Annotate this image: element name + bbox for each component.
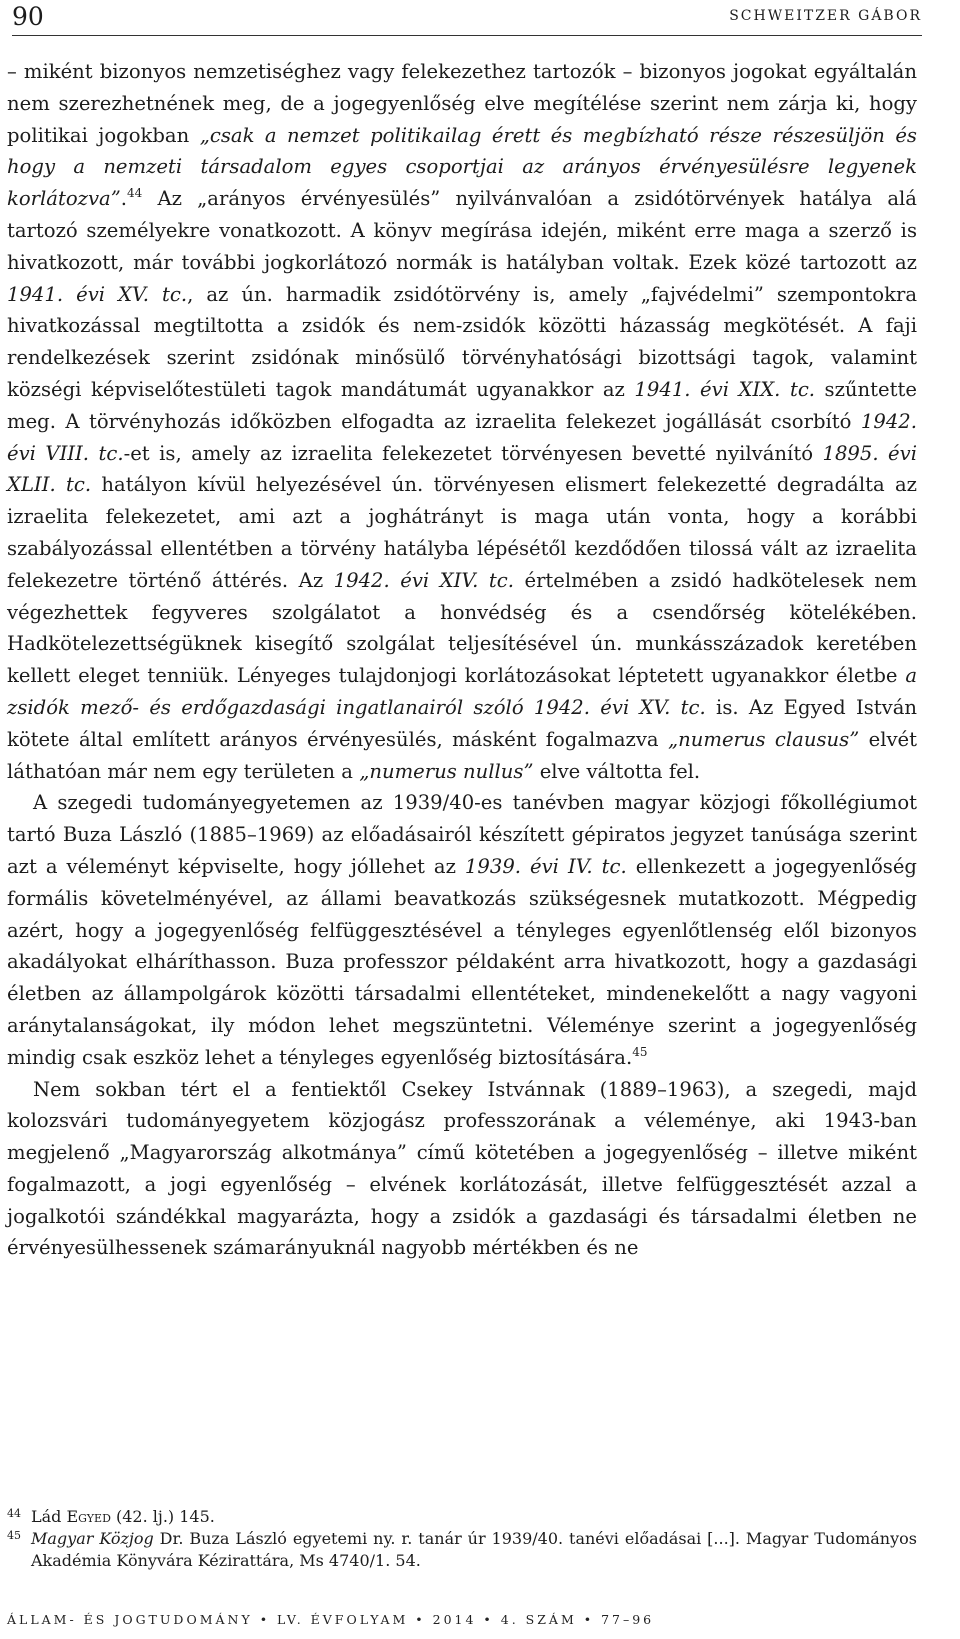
italic-text: 1939. évi IV. tc. (464, 854, 627, 878)
text-run: is. Az Egyed István kötete által említett arányos érvényesülés, másként fogalmazva (7, 695, 918, 751)
text-run: szűntette meg. A törvényhozás időközben elfogadta az izraelita felekezet jogállását csorbító (7, 377, 917, 433)
footnote-reference[interactable]: 44 (126, 186, 143, 201)
italic-text: Magyar Közjog (31, 1529, 154, 1548)
italic-text: 1941. évi XIX. tc. (634, 377, 816, 401)
italic-text: 1942. évi VIII. tc. (7, 409, 917, 465)
paragraph (7, 787, 917, 1073)
text-run: értelmében a zsidó hadkötelesek nem végezhettek fegyveres szolgálatot a honvédség és a csendőrség kötelékében. Hadkötelezettségüknek kisegítő szolgálat teljesítésével ún. munkásszázadok keretében kellett eleget tenniük. Lényeges tulajdonjogi korlátozásokat léptetett ugyanakkor életbe (7, 568, 917, 688)
footnote (7, 1506, 917, 1528)
text-run: hatályon kívül helyezésével ún. törvényesen elismert felekezetté degradálta az izraelita felekezetet, ami azt a joghátrányt is maga után vonta, hogy a korábbi szabályozással ellentétben a törvény hatályba lépésétől kezdődően tilossá vált az izraelita felekezetre történő áttérés. Az (7, 473, 917, 592)
article-body (7, 56, 917, 1264)
italic-text: 1895. évi XLII. tc. (7, 441, 917, 497)
footnotes (7, 1506, 917, 1572)
text-run: . (120, 187, 127, 211)
italic-text: 1941. évi XV. tc. (7, 282, 188, 306)
header-rule (12, 35, 922, 36)
text-run: elve váltotta fel. (533, 759, 701, 783)
text-run: Nem sokban tért el a fentiektől Csekey Istvánnak (1889–1963), a szegedi, majd kolozsvári tudományegyetem közjogász professzorának a véleménye, aki 1943-ban megjelenő „Magyarország alkotmánya” című kötetében a jogegyenlőség – illetve miként fogalmazott, a jogi egyenlőség – elvének korlátozását, illetve felfüggesztését azzal a jogalkotói szándékkal magyarázta, hogy a zsidók a gazdasági és társadalmi életben ne érvényesülhessenek számarányuknál nagyobb mértékben és ne (7, 1077, 917, 1260)
italic-text: „csak a nemzet politikailag érett és megbízható része részesüljön és hogy a nemzeti társadalom egyes csoportjai az arányos érvényesülésre legyenek korlátozva” (7, 123, 917, 211)
text-run: Az „arányos érvényesülés” nyilvánvalóan a zsidótörvények hatálya alá tartozó személyekre vonatkozott. A könyv megírása idején, miként erre maga a szerző is hivatkozott, már további jogkorlátozó normák is hatályban voltak. Ezek közé tartozott az (7, 187, 917, 274)
page-number: 90 (12, 2, 44, 31)
text-run: A szegedi tudományegyetemen az 1939/40-es tanévben magyar közjogi főkollégiumot tartó Buza László (1885–1969) az előadásairól készített gépiratos jegyzet tanúsága szerint azt a véleményt képviselte, hogy jóllehet az (7, 791, 917, 878)
running-head-author: SCHWEITZER GÁBOR (729, 8, 922, 24)
italic-text: 1942. évi XIV. tc. (333, 568, 514, 592)
journal-footer: ÁLLAM- ÉS JOGTUDOMÁNY • LV. ÉVFOLYAM • 2014 • 4. SZÁM • 77–96 (7, 1612, 655, 1627)
italic-text: „numerus nullus” (359, 759, 534, 783)
small-caps-text: Egyed (66, 1507, 111, 1526)
page-header (12, 0, 922, 33)
footnote-number: 44 (7, 1507, 21, 1520)
footnote-number: 45 (7, 1529, 21, 1542)
paragraph (7, 1074, 917, 1265)
text-run: (42. lj.) 145. (110, 1507, 215, 1526)
footnote (7, 1528, 917, 1572)
italic-text: a zsidók mező- és erdőgazdasági ingatlanairól szóló 1942. évi XV. tc. (7, 664, 917, 719)
text-run: -et is, amely az izraelita felekezetet törvényesen bevetté nyilvánító (123, 441, 823, 465)
text-run: Dr. Buza László egyetemi ny. r. tanár úr 1939/40. tanévi előadásai [...]. Magyar Tudományos Akadémia Könyvára Kézirattára, Ms 4740/1. 54. (31, 1529, 917, 1570)
text-run: , az ún. harmadik zsidótörvény is, amely „fajvédelmi” szempontokra hivatkozással megtiltotta a zsidók és nem-zsidók közötti házasság megkötését. A faji rendelkezések szerint zsidónak minősülő törvényhatósági bizottsági tagok, valamint községi képviselőtestületi tagok mandátumát ugyanakkor az (7, 282, 918, 401)
text-run: – miként bizonyos nemzetiséghez vagy felekezethez tartozók – bizonyos jogokat egyáltalán nem szerezhetnének meg, de a jogegyenlőség elve megítélése szerint nem zárja ki, hogy politikai jogokban (7, 60, 917, 147)
text-run: ellenkezett a jogegyenlőség formális követelményével, az állami beavatkozás szükségesnek mutatkozott. Mégpedig azért, hogy a jogegyenlőség felfüggesztésével a tényleges egyenlőtlenség elől bizonyos akadályokat elháríthasson. Buza professzor példaként arra hivatkozott, hogy a gazdasági életben az állampolgárok közötti társadalmi ellentéteket, mindenekelőtt a nagy vagyoni aránytalanságokat, ily módon lehet megszüntetni. Véleménye szerint a jogegyenlőség mindig csak eszköz lehet a tényleges egyenlőség biztosítására. (7, 854, 917, 1069)
footnote-reference[interactable]: 45 (632, 1044, 648, 1059)
text-run: Lád (31, 1507, 67, 1526)
text-run: elvét láthatóan már nem egy területen a (7, 727, 917, 783)
paragraph (7, 56, 917, 787)
italic-text: „numerus clausus” (667, 727, 860, 751)
